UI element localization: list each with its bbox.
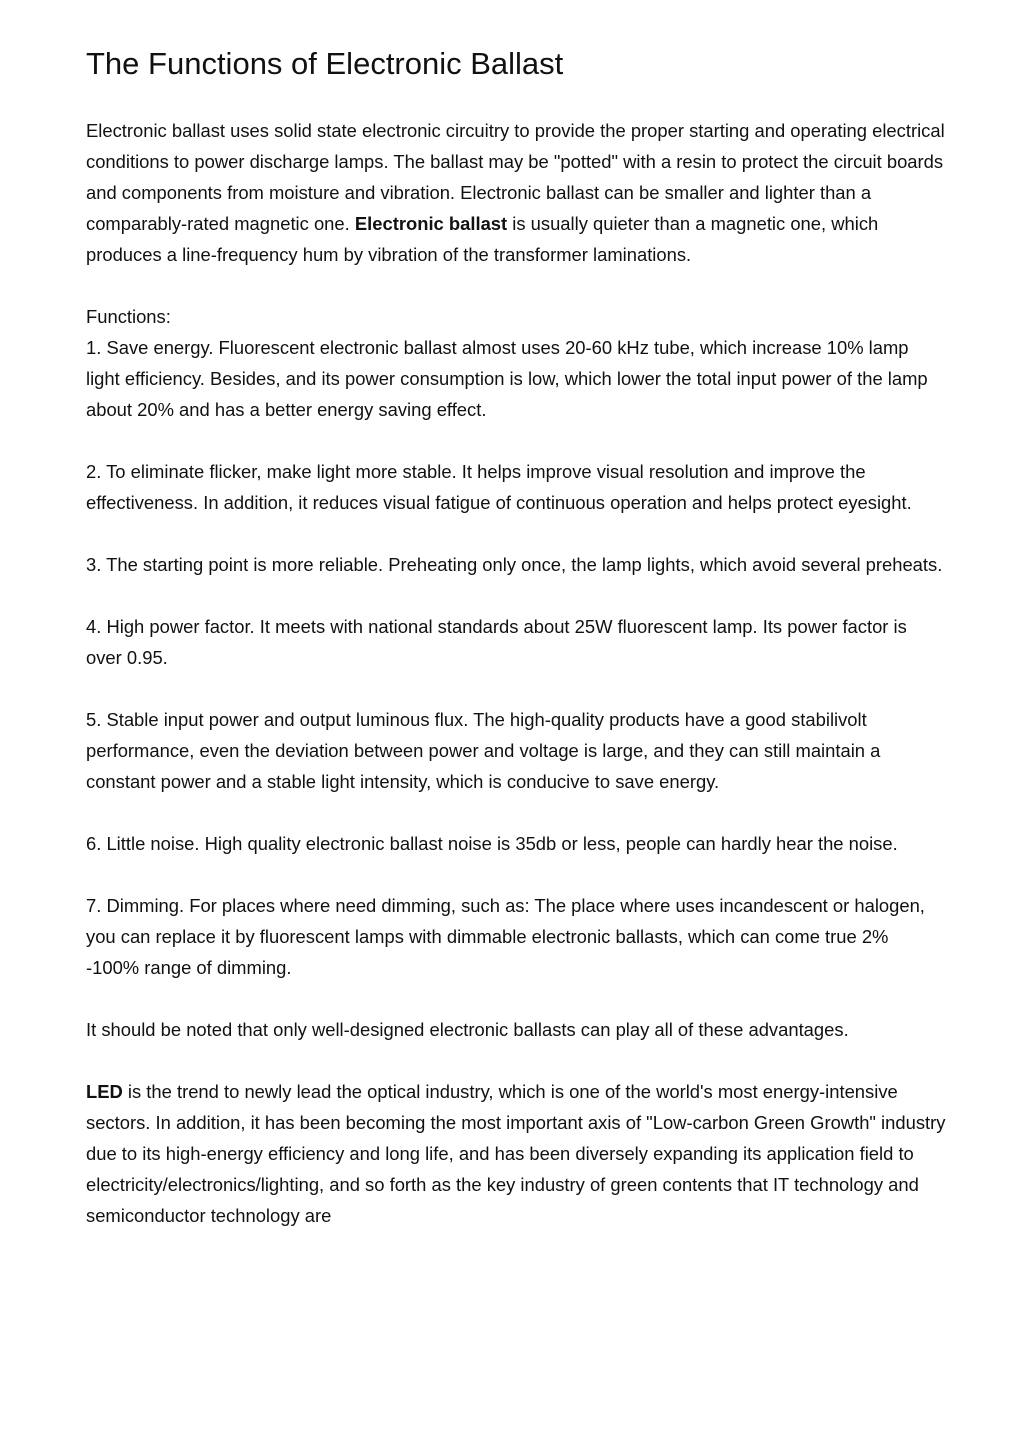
function-item-6: 6. Little noise. High quality electronic ballast noise is 35db or less, people can hardly hear the noise. — [86, 833, 898, 854]
intro-text-end: is usually quieter than a magnetic one, which produces a line-frequency hum by vibration of the transformer laminations. — [86, 213, 879, 265]
led-bold-term: LED — [86, 1081, 123, 1102]
intro-paragraph — [86, 115, 946, 270]
function-item-4: 4. High power factor. It meets with national standards about 25W fluorescent lamp. Its power factor is over 0.95. — [86, 616, 907, 668]
led-text: is the trend to newly lead the optical industry, which is one of the world's most energy-intensive sectors. In addition, it has been becoming the most important axis of "Low-carbon Green Growth" industry due to its high-energy efficiency and long life, and has been diversely expanding its application field to electricity/electronics/lighting, and so forth as the key industry of green contents that IT technology and semiconductor technology are — [86, 1081, 946, 1226]
document-body — [86, 115, 946, 1231]
function-item-1: 1. Save energy. Fluorescent electronic ballast almost uses 20-60 kHz tube, which increase 10% lamp light efficiency. Besides, and its power consumption is low, which lower the total input power of the lamp about 20% and has a better energy saving effect. — [86, 337, 928, 420]
page-title: The Functions of Electronic Ballast — [86, 46, 564, 81]
functions-heading: Functions: — [86, 306, 171, 327]
led-paragraph — [86, 1076, 946, 1231]
function-item-3: 3. The starting point is more reliable. Preheating only once, the lamp lights, which avoid several preheats. — [86, 554, 943, 575]
intro-bold-term: Electronic ballast — [354, 213, 508, 234]
intro-text-start: Electronic ballast uses solid state electronic circuitry to provide the proper starting and operating electrical conditions to power discharge lamps. The ballast may be "potted" with a resin to protect the circuit boards and components from moisture and vibration. Electronic ballast can be smaller and lighter than a comparably-rated magnetic one. — [86, 120, 945, 234]
note-paragraph: It should be noted that only well-designed electronic ballasts can play all of these advantages. — [86, 1019, 849, 1040]
function-item-7: 7. Dimming. For places where need dimming, such as: The place where uses incandescent or halogen, you can replace it by fluorescent lamps with dimmable electronic ballasts, which can come true 2% -100% range of dimming. — [86, 895, 925, 978]
function-item-5: 5. Stable input power and output luminous flux. The high-quality products have a good stabilivolt performance, even the deviation between power and voltage is large, and they can still maintain a constant power and a stable light intensity, which is conducive to save energy. — [86, 709, 881, 792]
function-item-2: 2. To eliminate flicker, make light more stable. It helps improve visual resolution and improve the effectiveness. In addition, it reduces visual fatigue of continuous operation and helps protect eyesight. — [86, 461, 912, 513]
